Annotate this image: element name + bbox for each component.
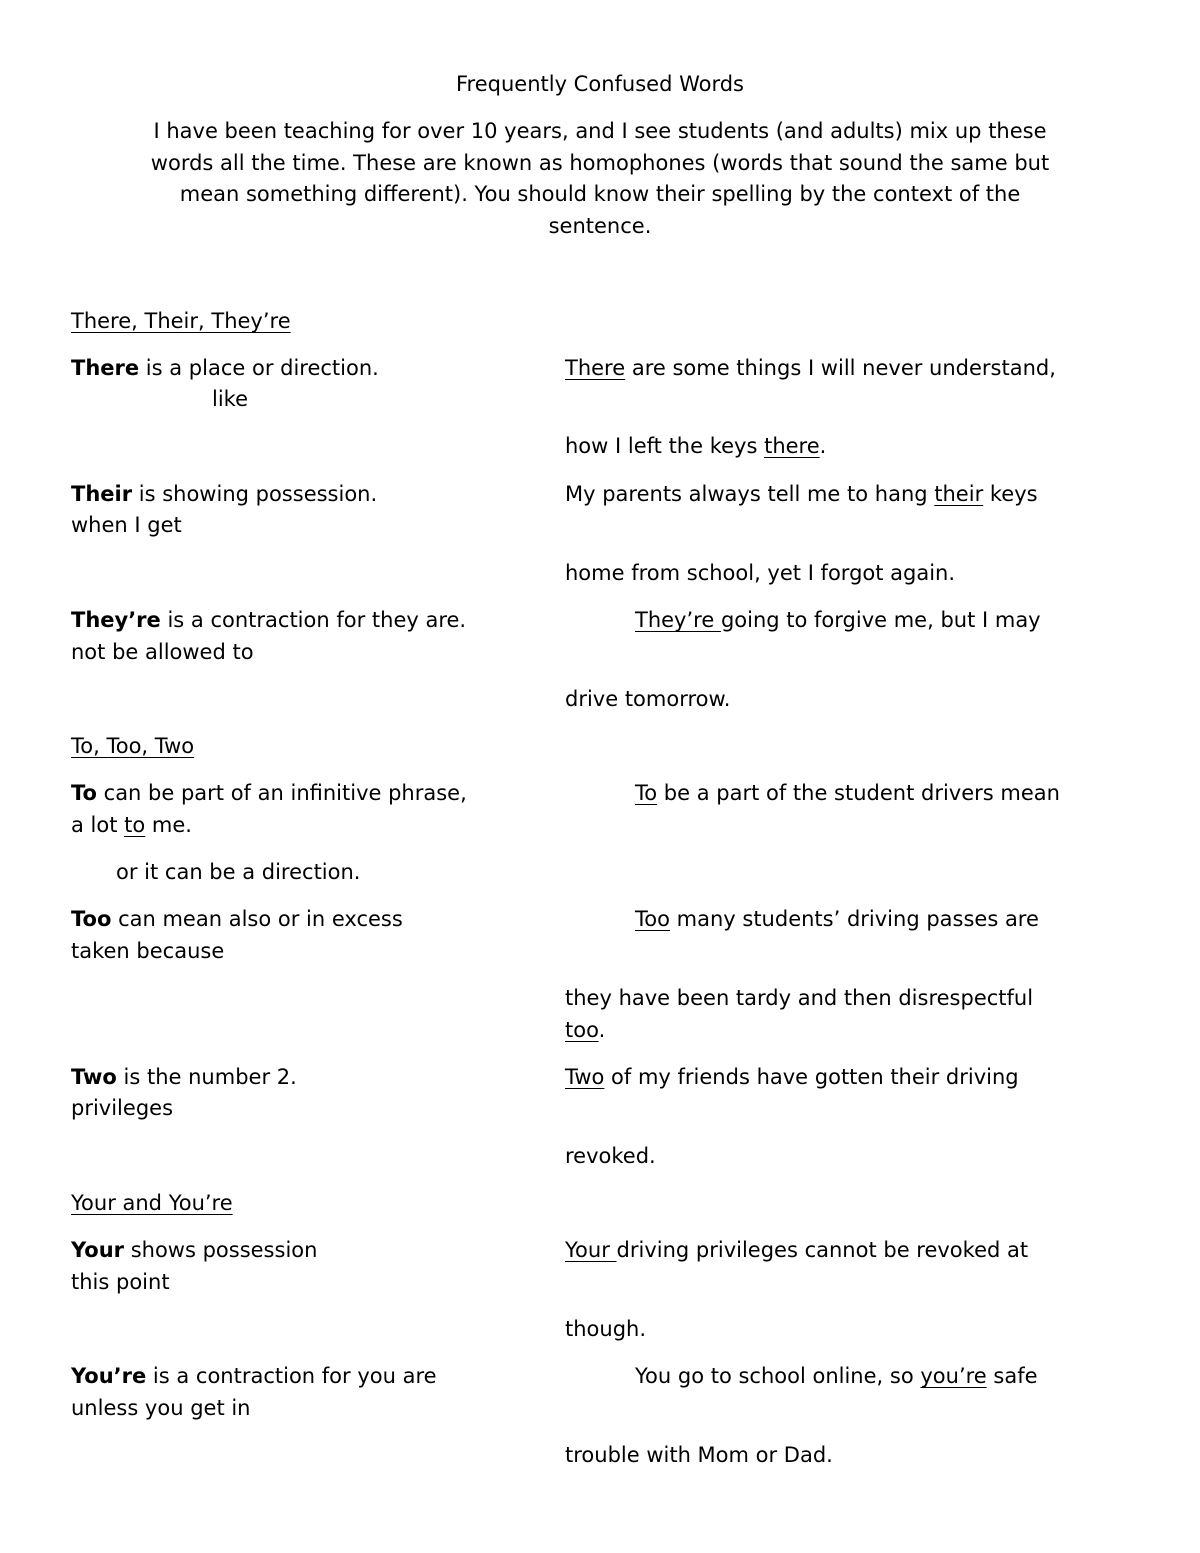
wrap-text: privileges: [71, 1096, 174, 1120]
example-text: safe: [986, 1364, 1038, 1388]
example-keyword: their: [934, 482, 984, 506]
term: Two: [71, 1065, 117, 1089]
example-your-cont: though.: [565, 1317, 647, 1341]
definition-to-cont: or it can be a direction.: [116, 860, 361, 884]
example-theyre-cont: drive tomorrow.: [565, 687, 731, 711]
wrap-text-part: me.: [145, 813, 192, 837]
definition-text: can be part of an infinitive phrase,: [96, 781, 467, 805]
example-text: driving privileges cannot be revoked at: [616, 1238, 1029, 1262]
wrap-text: this point: [71, 1270, 170, 1294]
term: You’re: [71, 1364, 147, 1388]
example-keyword: too: [565, 1018, 599, 1042]
section-heading-to: To, Too, Two: [71, 734, 195, 758]
example-text: .: [819, 434, 827, 458]
example-keyword: There: [565, 356, 626, 380]
term: There: [71, 356, 140, 380]
definition-theyre: [71, 610, 466, 631]
term: Too: [71, 907, 112, 931]
example-keyword: Two: [565, 1065, 605, 1089]
example-too-cont-2: [565, 1020, 605, 1041]
definition-text: is a place or direction.: [139, 356, 379, 380]
example-text: how I left the keys: [565, 434, 765, 458]
definition-there: [71, 358, 379, 379]
example-text: keys: [983, 482, 1038, 506]
section-heading-there: There, Their, They’re: [71, 309, 291, 333]
definition-your: [71, 1240, 317, 1261]
example-text: of my friends have gotten their driving: [604, 1065, 1019, 1089]
example-youre: [635, 1366, 1038, 1387]
example-text: be a part of the student drivers mean: [657, 781, 1060, 805]
wrap-keyword: to: [124, 813, 146, 837]
example-keyword: They’re: [635, 608, 721, 632]
example-keyword: Your: [565, 1238, 617, 1262]
wrap-text: [71, 815, 192, 836]
example-their: [565, 484, 1038, 505]
intro-line-1: I have been teaching for over 10 years, and I see students (and adults) mix up these: [153, 119, 1047, 143]
example-to: [635, 783, 1060, 804]
example-keyword: To: [635, 781, 658, 805]
example-text: .: [598, 1018, 606, 1042]
definition-text: is a contraction for you are: [146, 1364, 437, 1388]
example-their-cont: home from school, yet I forgot again.: [565, 561, 956, 585]
example-keyword: Too: [635, 907, 670, 931]
example-keyword: there: [764, 434, 820, 458]
intro-line-2: words all the time. These are known as homophones (words that sound the same but: [150, 151, 1050, 175]
example-youre-cont: trouble with Mom or Dad.: [565, 1443, 833, 1467]
definition-to: [71, 783, 467, 804]
definition-too: [71, 909, 403, 930]
example-text: they have been tardy and then disrespectful: [565, 986, 1034, 1010]
definition-text: shows possession: [124, 1238, 318, 1262]
wrap-text: unless you get in: [71, 1396, 251, 1420]
wrap-text: when I get: [71, 513, 182, 537]
example-text: many students’ driving passes are: [669, 907, 1039, 931]
example-there: [565, 358, 1056, 379]
example-there-cont: [565, 436, 826, 457]
example-text: are some things I will never understand,: [625, 356, 1056, 380]
section-heading-your: Your and You’re: [71, 1191, 233, 1215]
example-two: [565, 1067, 1019, 1088]
definition-text: is showing possession.: [132, 482, 378, 506]
term: Their: [71, 482, 133, 506]
page-title: Frequently Confused Words: [456, 72, 744, 96]
intro-line-3: mean something different). You should know their spelling by the context of the: [179, 182, 1021, 206]
wrap-text: taken because: [71, 939, 225, 963]
wrap-text: not be allowed to: [71, 640, 254, 664]
definition-youre: [71, 1366, 437, 1387]
term: Your: [71, 1238, 125, 1262]
example-text: You go to school online, so: [635, 1364, 921, 1388]
example-theyre: [635, 610, 1041, 631]
term: They’re: [71, 608, 161, 632]
intro-line-4: sentence.: [548, 214, 652, 238]
example-keyword: you’re: [920, 1364, 987, 1388]
example-text: going to forgive me, but I may: [720, 608, 1041, 632]
example-too: [635, 909, 1039, 930]
definition-two: [71, 1067, 297, 1088]
wrap-text: like: [212, 387, 249, 411]
wrap-text-part: a lot: [71, 813, 125, 837]
definition-their: [71, 484, 377, 505]
example-text: My parents always tell me to hang: [565, 482, 935, 506]
definition-text: can mean also or in excess: [111, 907, 403, 931]
definition-text: is the number 2.: [116, 1065, 297, 1089]
example-too-cont: [565, 988, 1033, 1009]
term: To: [71, 781, 97, 805]
example-your: [565, 1240, 1028, 1261]
example-two-cont: revoked.: [565, 1144, 656, 1168]
definition-text: is a contraction for they are.: [160, 608, 467, 632]
